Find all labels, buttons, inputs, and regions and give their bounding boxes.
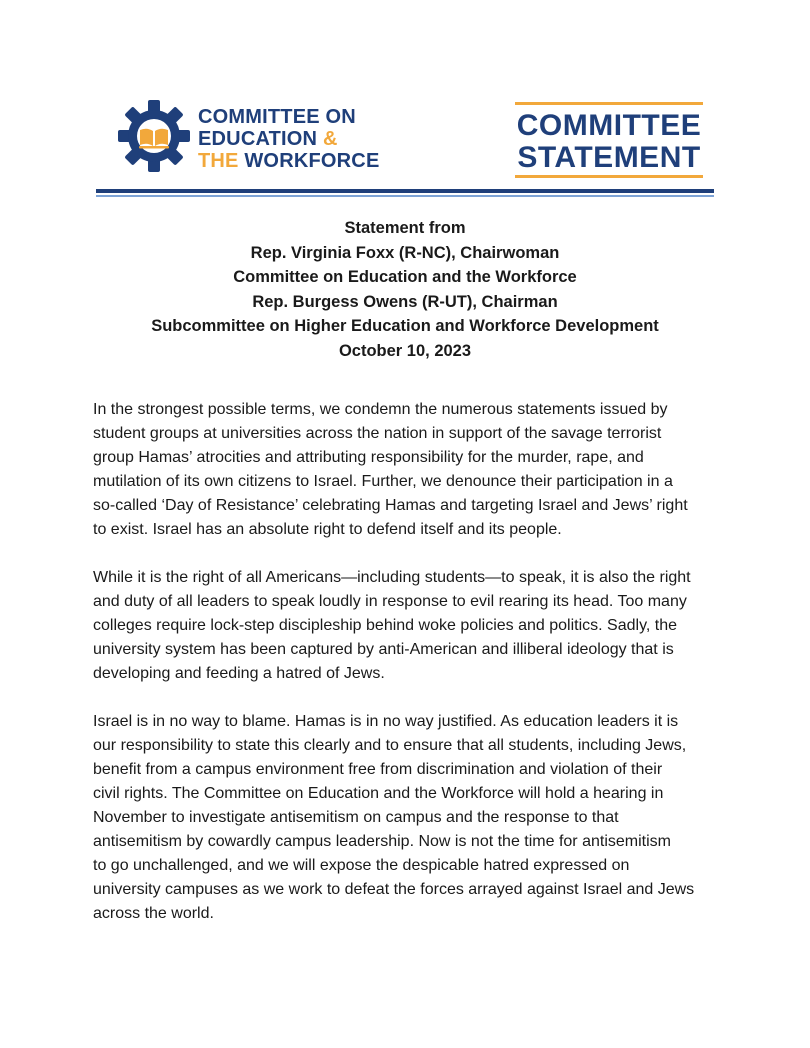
statement-body bbox=[93, 398, 723, 926]
header-divider-navy bbox=[96, 189, 714, 193]
logo-line-3 bbox=[198, 150, 379, 172]
line: our responsibility to state this clearly and to ensure that all students, including Jews, bbox=[93, 737, 687, 754]
header-divider-light-blue bbox=[96, 195, 714, 197]
paragraph-1 bbox=[93, 398, 723, 542]
title-line: Committee on Education and the Workforce bbox=[233, 268, 577, 286]
line: November to investigate antisemitism on campus and the response to that bbox=[93, 809, 619, 826]
title-line: Subcommittee on Higher Education and Workforce Development bbox=[151, 317, 659, 335]
line: While it is the right of all Americans—including students—to speak, it is also the right bbox=[93, 569, 691, 586]
line: group Hamas’ atrocities and attributing responsibility for the murder, rape, and bbox=[93, 449, 644, 466]
line: civil rights. The Committee on Education and the Workforce will hold a hearing in bbox=[93, 785, 664, 802]
line: colleges require lock-step discipleship behind woke policies and politics. Sadly, the bbox=[93, 617, 678, 634]
logo-line-3-b: WORKFORCE bbox=[244, 150, 380, 172]
paragraph-2 bbox=[93, 566, 723, 686]
line: to exist. Israel has an absolute right to defend itself and its people. bbox=[93, 521, 562, 538]
title-line: Statement from bbox=[344, 219, 466, 237]
line: and duty of all leaders to speak loudly in response to evil rearing its head. Too many bbox=[93, 593, 687, 610]
line: antisemitism by cowardly campus leadership. Now is not the time for antisemitism bbox=[93, 833, 671, 850]
letterhead bbox=[0, 0, 810, 200]
logo-line-2 bbox=[198, 128, 379, 150]
logo-ampersand: & bbox=[322, 128, 338, 150]
line: Israel is in no way to blame. Hamas is in no way justified. As education leaders it is bbox=[93, 713, 679, 730]
line: university campuses as we work to defeat the forces arrayed against Israel and Jews bbox=[93, 881, 695, 898]
line: so-called ‘Day of Resistance’ celebrating Hamas and targeting Israel and Jews’ right bbox=[93, 497, 688, 514]
logo-line-1: COMMITTEE ON bbox=[198, 106, 356, 128]
logo-line-2-a: EDUCATION bbox=[198, 128, 323, 150]
title-date: October 10, 2023 bbox=[338, 341, 472, 360]
committee-logo-text bbox=[198, 106, 379, 172]
statement-title-block bbox=[0, 216, 810, 363]
paragraph-3 bbox=[93, 710, 723, 926]
line: university system has been captured by anti-American and illiberal ideology that is bbox=[93, 641, 674, 658]
committee-statement-badge bbox=[515, 102, 703, 178]
line: developing and feeding a hatred of Jews. bbox=[93, 665, 385, 682]
title-line: Rep. Virginia Foxx (R-NC), Chairwoman bbox=[250, 243, 560, 262]
line: benefit from a campus environment free from discrimination and violation of their bbox=[93, 761, 663, 778]
title-line: Rep. Burgess Owens (R-UT), Chairman bbox=[252, 292, 558, 311]
badge-line-1: COMMITTEE bbox=[516, 109, 702, 142]
gear-book-icon bbox=[118, 100, 190, 172]
line: to go unchallenged, and we will expose the despicable hatred expressed on bbox=[93, 857, 630, 874]
line: across the world. bbox=[93, 905, 214, 922]
line: student groups at universities across the nation in support of the savage terrorist bbox=[93, 425, 662, 442]
line: In the strongest possible terms, we condemn the numerous statements issued by bbox=[93, 401, 668, 418]
badge-line-2: STATEMENT bbox=[517, 141, 701, 174]
line: mutilation of its own citizens to Israel. Further, we denounce their participation in a bbox=[93, 473, 673, 490]
logo-line-3-a: THE bbox=[198, 150, 245, 172]
